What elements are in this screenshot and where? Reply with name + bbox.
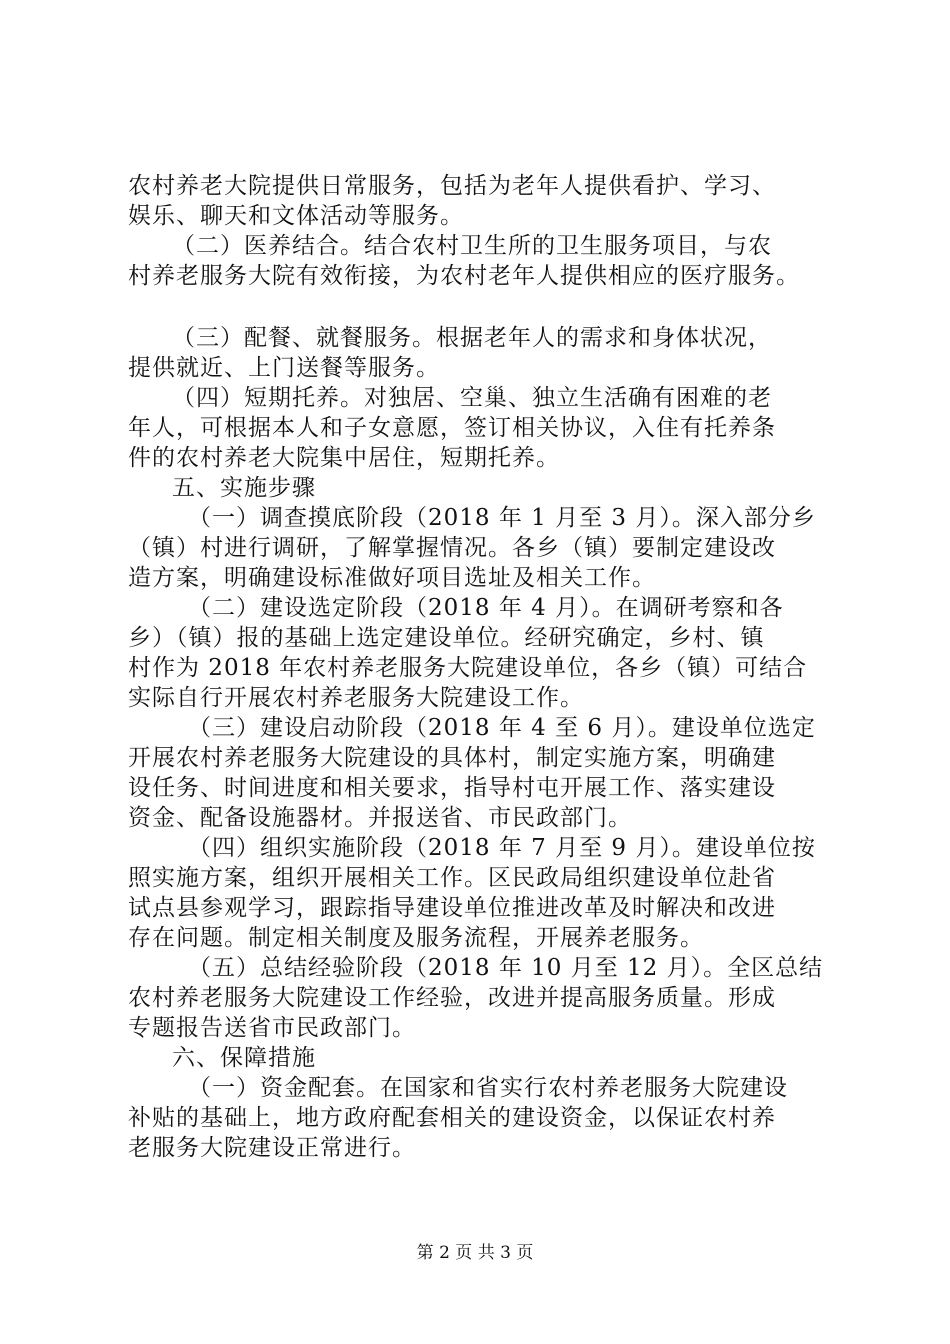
text-line: （一）资金配套。在国家和省实行农村养老服务大院建设 — [188, 1075, 788, 1101]
text-line: （四）组织实施阶段（2018 年 7 月至 9 月）。建设单位按 — [188, 835, 816, 861]
text-line: （五）总结经验阶段（2018 年 10 月至 12 月）。全区总结 — [188, 955, 824, 981]
text-line: 专题报告送省市民政部门。 — [128, 1015, 416, 1041]
text-line: 试点县参观学习，跟踪指导建设单位推进改革及时解决和改进 — [128, 895, 776, 921]
text-line: 资金、配备设施器材。并报送省、市民政部门。 — [128, 805, 632, 831]
text-line: 娱乐、聊天和文体活动等服务。 — [128, 203, 464, 229]
text-line: 村养老服务大院有效衔接，为农村老年人提供相应的医疗服务。 — [128, 263, 800, 289]
page-footer: 第 2 页 共 3 页 — [416, 1243, 534, 1263]
section-heading: 六、保障措施 — [172, 1045, 316, 1071]
body-text — [128, 171, 840, 1163]
text-line: （二）医养结合。结合农村卫生所的卫生服务项目，与农 — [172, 233, 772, 259]
text-line: （三）建设启动阶段（2018 年 4 至 6 月）。建设单位选定 — [188, 715, 816, 741]
text-line: （三）配餐、就餐服务。根据老年人的需求和身体状况， — [172, 325, 772, 351]
text-line: 照实施方案，组织开展相关工作。区民政局组织建设单位赴省 — [128, 865, 776, 891]
text-line: 村作为 2018 年农村养老服务大院建设单位，各乡（镇）可结合 — [128, 655, 808, 681]
text-line: 实际自行开展农村养老服务大院建设工作。 — [128, 685, 584, 711]
text-line: 乡）（镇）报的基础上选定建设单位。经研究确定，乡村、镇 — [128, 625, 765, 651]
text-line: 农村养老大院提供日常服务，包括为老年人提供看护、学习、 — [128, 173, 776, 199]
text-line: 件的农村养老大院集中居住，短期托养。 — [128, 445, 560, 471]
paragraph-gap — [128, 291, 840, 323]
text-line: （镇）村进行调研，了解掌握情况。各乡（镇）要制定建设改 — [128, 535, 776, 561]
text-line: 农村养老服务大院建设工作经验，改进并提高服务质量。形成 — [128, 985, 776, 1011]
text-line: （一）调查摸底阶段（2018 年 1 月至 3 月）。深入部分乡 — [188, 505, 816, 531]
text-line: 开展农村养老服务大院建设的具体村，制定实施方案，明确建 — [128, 745, 776, 771]
text-line: 设任务、时间进度和相关要求，指导村屯开展工作、落实建设 — [128, 775, 776, 801]
text-line: 老服务大院建设正常进行。 — [128, 1135, 416, 1161]
text-line: 补贴的基础上，地方政府配套相关的建设资金，以保证农村养 — [128, 1105, 776, 1131]
text-line: 存在问题。制定相关制度及服务流程，开展养老服务。 — [128, 925, 704, 951]
text-line: 年人，可根据本人和子女意愿，签订相关协议，入住有托养条 — [128, 415, 776, 441]
text-line: （二）建设选定阶段（2018 年 4 月）。在调研考察和各 — [188, 595, 784, 621]
text-line: 造方案，明确建设标准做好项目选址及相关工作。 — [128, 565, 656, 591]
section-heading: 五、实施步骤 — [172, 475, 316, 501]
text-line: （四）短期托养。对独居、空巢、独立生活确有困难的老 — [172, 385, 772, 411]
text-line: 提供就近、上门送餐等服务。 — [128, 355, 440, 381]
